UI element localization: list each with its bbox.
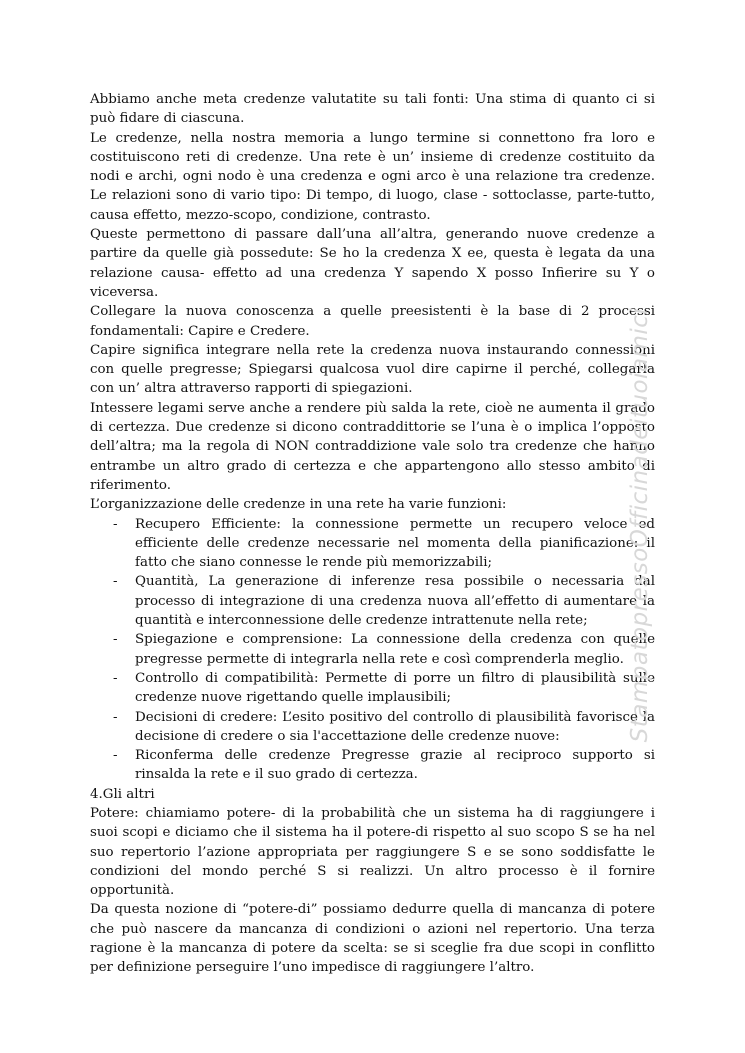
paragraph: Le credenze, nella nostra memoria a lungo termine si connettono fra loro e costituiscono reti di credenze. Una rete è un’ insieme di credenze costituito da nodi e archi, ogni nodo è una credenza e ogni arco è una relazione tra credenze. Le relazioni sono di vario tipo: Di tempo, di luogo, clase - sottoclasse, parte-tutto, causa effetto, mezzo-scopo, condizione, contrasto. (90, 130, 655, 223)
paragraph: L’organizzazione delle credenze in una rete ha varie funzioni: (90, 497, 507, 513)
document-page (90, 90, 655, 978)
functions-list (90, 515, 655, 785)
list-dash: - (113, 574, 118, 590)
list-item (90, 708, 655, 747)
paragraph: Abbiamo anche meta credenze valutatite su tali fonti: Una stima di quanto ci si può fidare di ciascuna. (90, 92, 655, 127)
list-dash: - (113, 516, 118, 532)
list-item-text: Quantità, La generazione di inferenze resa possibile o necessaria dal processo di integrazione di una credenza nuova all’effetto di aumentare la quantità e interconnessione delle credenze intrattenute nella rete; (135, 574, 655, 629)
list-item (90, 515, 655, 573)
section-heading: 4.Gli altri (90, 786, 155, 802)
list-dash: - (113, 709, 118, 725)
list-dash: - (113, 748, 118, 764)
paragraph: Potere: chiamiamo potere- di la probabilità che un sistema ha di raggiungere i suoi scopi e diciamo che il sistema ha il potere-di rispetto al suo scopo S se ha nel suo repertorio l’azione appropriata per raggiungere S e se sono soddisfatte le condizioni del mondo perché S si realizzi. Un altro processo è il fornire opportunità. (90, 805, 655, 899)
list-item-text: Riconferma delle credenze Pregresse grazie al reciproco supporto si rinsalda la rete e il suo grado di certezza. (135, 748, 655, 783)
paragraph: Intessere legami serve anche a rendere più salda la rete, cioè ne aumenta il grado di certezza. Due credenze si dicono contraddittorie se l’una è o implica l’opposto dell’altra; ma la regola di NON contraddizione vale solo tra credenze che hanno entrambe un altro grado di certezza e che appartengono allo stesso ambito di riferimento. (90, 400, 655, 493)
paragraph: Da questa nozione di “potere-di” possiamo dedurre quella di mancanza di potere che può nascere da mancanza di condizioni o azioni nel repertorio. Una terza ragione è la mancanza di potere da scelta: se si sceglie fra due scopi in conflitto per definizione perseguire l’uno impedisce di raggiungere l’altro. (90, 902, 655, 976)
paragraph: Collegare la nuova conoscenza a quelle preesistenti è la base di 2 processi fondamentali: Capire e Credere. (90, 304, 655, 339)
list-item (90, 630, 655, 669)
paragraph: Queste permettono di passare dall’una all’altra, generando nuove credenze a partire da quelle già possedute: Se ho la credenza X ee, questa è legata da una relazione causa- effetto ad una credenza Y sapendo X posso Infierire su Y o viceversa. (90, 227, 655, 300)
list-item-text: Controllo di compatibilità: Permette di porre un filtro di plausibilità sulle credenze nuove rigettando quelle implausibili; (135, 670, 655, 706)
list-item-text: Spiegazione e comprensione: La connessione della credenza con quelle pregresse permette di integrarla nella rete e così comprenderla meglio. (135, 632, 655, 667)
list-item (90, 669, 655, 708)
list-item (90, 572, 655, 630)
watermark-text: StampatopressoOfficinadeituoiamici (627, 307, 653, 743)
list-dash: - (113, 632, 118, 648)
list-dash: - (113, 670, 118, 686)
list-item-text: Decisioni di credere: L’esito positivo del controllo di plausibilità favorisce la decisione di credere o sia l'accettazione delle credenze nuove: (135, 709, 655, 744)
list-item (90, 746, 655, 785)
list-item-text: Recupero Efficiente: la connessione permette un recupero veloce ed efficiente delle credenze necessarie nel momenta della pianificazione: il fatto che siano connesse le rende più memorizzabili; (135, 516, 655, 571)
paragraph: Capire significa integrare nella rete la credenza nuova instaurando connessioni con quelle pregresse; Spiegarsi qualcosa vuol dire capirne il perché, collegarla con un’ altra attraverso rapporti di spiegazioni. (90, 342, 655, 397)
